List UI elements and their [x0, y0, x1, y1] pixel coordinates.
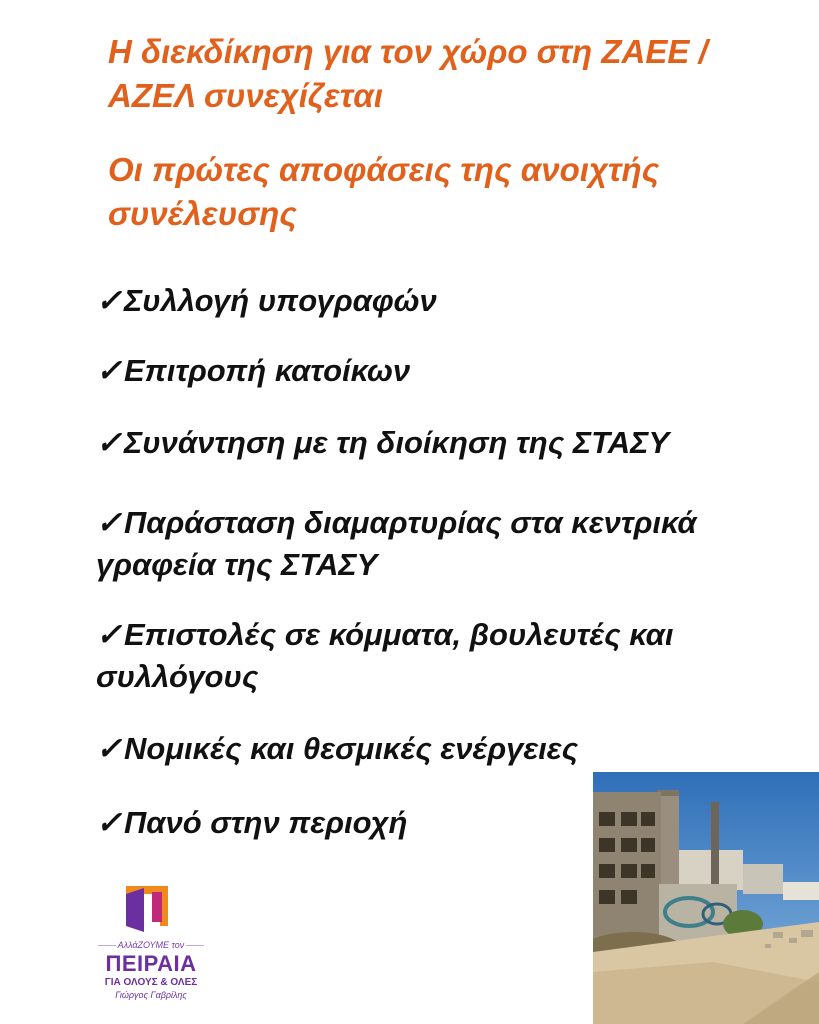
checkmark-icon: ✓ — [96, 283, 122, 318]
checkmark-icon: ✓ — [96, 505, 122, 540]
checkmark-icon: ✓ — [96, 353, 122, 388]
list-item-text: Πανό στην περιοχή — [124, 805, 408, 840]
checkmark-icon: ✓ — [96, 805, 122, 840]
list-item — [96, 422, 786, 464]
list-item-text: Επιτροπή κατοίκων — [124, 353, 411, 388]
door-logo-icon — [92, 882, 210, 938]
abandoned-factory-photo — [593, 772, 819, 1024]
logo-city: ΠΕΙΡΑΙΑ — [105, 951, 197, 976]
list-item-text: Συνάντηση με τη διοίκηση της ΣΤΑΣΥ — [124, 425, 670, 460]
list-item-text: Επιστολές σε κόμματα, βουλευτές και συλλόγους — [96, 617, 674, 694]
headline-primary: Η διεκδίκηση για τον χώρο στη ΖΑΕΕ / ΑΖΕΛ συνεχίζεται — [108, 33, 708, 114]
list-item-text: Νομικές και θεσμικές ενέργειες — [124, 731, 579, 766]
list-item-text: Συλλογή υπογραφών — [124, 283, 437, 318]
headline-secondary: Οι πρώτες αποφάσεις της ανοιχτής συνέλευσης — [108, 151, 660, 232]
logo-signature: Γιώργος Γαβρίλης — [115, 990, 187, 1000]
list-item — [96, 350, 786, 392]
list-item — [96, 502, 786, 586]
checkmark-icon: ✓ — [96, 425, 122, 460]
list-item — [96, 614, 786, 698]
logo-subtitle: ΓΙΑ ΟΛΟΥΣ & ΟΛΕΣ — [104, 977, 198, 988]
campaign-logo — [92, 882, 210, 1016]
checkmark-icon: ✓ — [96, 731, 122, 766]
logo-tagline: ΑλλάΖΟΥΜΕ τον — [117, 940, 185, 950]
list-item — [96, 728, 786, 770]
list-item — [96, 280, 786, 322]
list-item-text: Παράσταση διαμαρτυρίας στα κεντρικά γραφεία της ΣΤΑΣΥ — [96, 505, 697, 582]
checkmark-icon: ✓ — [96, 617, 122, 652]
